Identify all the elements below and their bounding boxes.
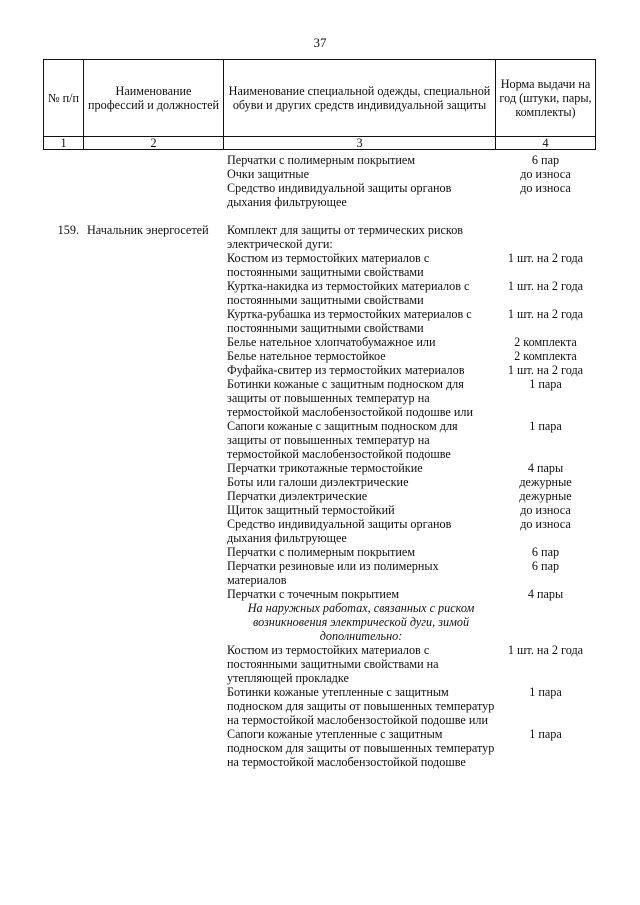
- equipment-item: Куртка-рубашка из термостойких материалов с постоянными защитными свойствами: [227, 307, 472, 335]
- norm-value: 6 пар: [531, 153, 560, 167]
- table-row: [43, 349, 596, 363]
- table-row: [43, 685, 596, 727]
- equipment-item: Перчатки трикотажные термостойкие: [227, 461, 423, 475]
- norm-value: 1 пара: [529, 685, 562, 699]
- equipment-item: Белье нательное хлопчатобумажное или: [227, 335, 436, 349]
- header-col-number: № п/п: [44, 60, 84, 137]
- header-num-4: 4: [496, 137, 596, 150]
- norm-value: до износа: [520, 167, 571, 181]
- norm-value: дежурные: [519, 475, 572, 489]
- norm-value: 4 пары: [527, 587, 564, 601]
- header-num-3: 3: [224, 137, 496, 150]
- header-col-equipment: Наименование специальной одежды, специальной обуви и других средств индивидуальной защиты: [224, 60, 496, 137]
- winter-items: [43, 643, 596, 769]
- table-row: [43, 503, 596, 517]
- norm-value: 4 пары: [527, 461, 564, 475]
- header-col-norm: Норма выдачи на год (штуки, пары, комплекты): [496, 60, 596, 137]
- equipment-item: Костюм из термостойких материалов с постоянными защитными свойствами: [227, 251, 430, 279]
- table-row: [43, 153, 596, 167]
- table-row: [43, 377, 596, 419]
- norm-value: до износа: [520, 517, 571, 531]
- page-number: 37: [313, 35, 327, 50]
- table-row: [43, 419, 596, 461]
- header-col-profession: Наименование профессий и должностей: [84, 60, 224, 137]
- table-row: [43, 167, 596, 181]
- table-row: [43, 461, 596, 475]
- entry-items: [43, 251, 596, 601]
- entry-number: 159.: [57, 223, 79, 237]
- equipment-item: Куртка-накидка из термостойких материалов с постоянными защитными свойствами: [227, 279, 470, 307]
- header-num-2: 2: [84, 137, 224, 150]
- table-row: [43, 727, 596, 769]
- entry-profession: Начальник энергосетей: [87, 223, 209, 237]
- equipment-item: Щиток защитный термостойкий: [227, 503, 395, 517]
- table-row: [43, 279, 596, 307]
- norm-value: 2 комплекта: [514, 349, 577, 363]
- table-row: [43, 517, 596, 545]
- norm-value: дежурные: [519, 489, 572, 503]
- equipment-item: Перчатки с полимерным покрытием: [227, 545, 416, 559]
- table-row: [43, 363, 596, 377]
- norm-value: до износа: [520, 181, 571, 195]
- equipment-item: Ботинки кожаные утепленные с защитным подноском для защиты от повышенных температур на термостойкой маслобензостойкой подошве или: [227, 685, 495, 727]
- norm-value: 6 пар: [531, 545, 560, 559]
- entry-note-row: [43, 601, 596, 643]
- equipment-item: Перчатки резиновые или из полимерных материалов: [227, 559, 439, 587]
- norm-value: 1 пара: [529, 419, 562, 433]
- norm-value: 6 пар: [531, 559, 560, 573]
- equipment-item: Средство индивидуальной защиты органов дыхания фильтрующее: [227, 517, 452, 545]
- norm-value: 1 шт. на 2 года: [507, 251, 584, 265]
- equipment-item: Костюм из термостойких материалов с постоянными защитными свойствами на утепляющей прокладке: [227, 643, 439, 685]
- table-header: [43, 59, 596, 150]
- norm-value: 1 шт. на 2 года: [507, 307, 584, 321]
- table-row: [43, 251, 596, 279]
- norm-value: 1 шт. на 2 года: [507, 279, 584, 293]
- continuation-rows: [43, 153, 596, 209]
- table-row: [43, 307, 596, 335]
- norm-value: 2 комплекта: [514, 335, 577, 349]
- equipment-item: Перчатки с точечным покрытием: [227, 587, 400, 601]
- norm-value: 1 пара: [529, 377, 562, 391]
- norm-value: 1 шт. на 2 года: [507, 363, 584, 377]
- equipment-item: Фуфайка-свитер из термостойких материалов: [227, 363, 465, 377]
- equipment-item: Боты или галоши диэлектрические: [227, 475, 409, 489]
- table-row: [43, 475, 596, 489]
- equipment-item: Ботинки кожаные с защитным подноском для защиты от повышенных температур на термостойкой маслобензостойкой подошве или: [227, 377, 474, 419]
- table-row: [43, 559, 596, 587]
- table-row: [43, 181, 596, 209]
- equipment-item: Сапоги кожаные с защитным подноском для защиты от повышенных температур на термостойкой маслобензостойкой подошве: [227, 419, 458, 461]
- norm-value: 1 шт. на 2 года: [507, 643, 584, 657]
- equipment-item: Перчатки диэлектрические: [227, 489, 368, 503]
- table-row: [43, 335, 596, 349]
- equipment-item: Средство индивидуальной защиты органов дыхания фильтрующее: [227, 181, 452, 209]
- table-row: [43, 587, 596, 601]
- table-row: [43, 545, 596, 559]
- table-row: [43, 489, 596, 503]
- table-body: [43, 153, 596, 769]
- entry-intro: Комплект для защиты от термических рисков электрической дуги:: [227, 223, 464, 251]
- norm-value: 1 пара: [529, 727, 562, 741]
- equipment-item: Очки защитные: [227, 167, 309, 181]
- equipment-item: Сапоги кожаные утепленные с защитным подноском для защиты от повышенных температур на термостойкой маслобензостойкой подошве: [227, 727, 495, 769]
- winter-note: На наружных работах, связанных с риском возникновения электрической дуги, зимой дополнительно:: [247, 601, 475, 643]
- header-num-1: 1: [44, 137, 84, 150]
- equipment-item: Белье нательное термостойкое: [227, 349, 386, 363]
- norm-value: до износа: [520, 503, 571, 517]
- table-row: [43, 643, 596, 685]
- equipment-item: Перчатки с полимерным покрытием: [227, 153, 416, 167]
- entry-row-intro: [43, 223, 596, 251]
